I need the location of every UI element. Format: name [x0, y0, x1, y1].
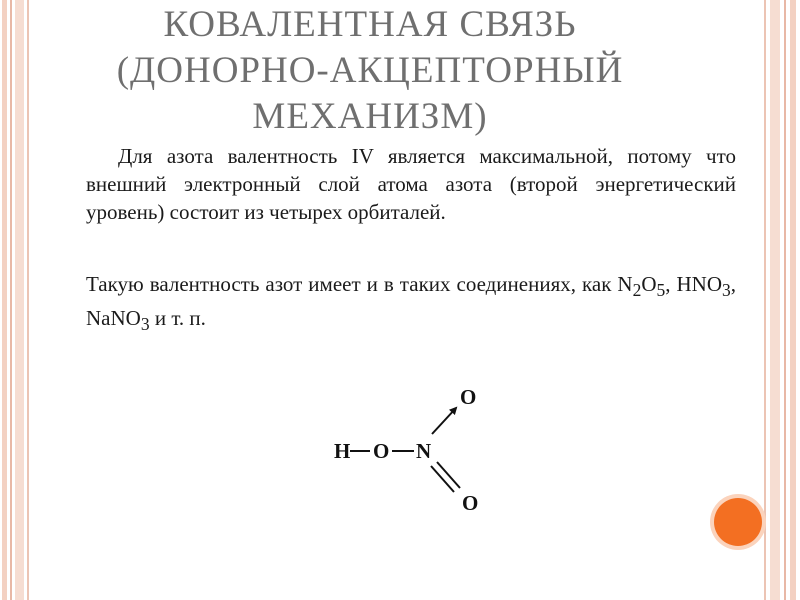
- border-stripe: [784, 0, 786, 600]
- formula-part: NaNO: [86, 306, 141, 331]
- double-bond-line: [431, 466, 454, 492]
- border-stripe: [790, 0, 796, 600]
- formula-part: O: [641, 272, 657, 296]
- border-stripe: [770, 0, 780, 600]
- atom-n: N: [416, 439, 432, 463]
- atom-o-top: O: [460, 385, 477, 409]
- compounds-text: Такую валентность азот имеет и в таких соединениях, как: [86, 272, 618, 296]
- separator: ,: [665, 272, 677, 296]
- title-line: МЕХАНИЗМ): [252, 96, 488, 137]
- formula-subscript: 5: [656, 280, 666, 301]
- formula-nano3: [86, 306, 150, 335]
- donor-acceptor-bond-arrow: [432, 408, 456, 434]
- slide-title: [40, 2, 700, 140]
- border-stripe: [2, 0, 7, 600]
- paragraph-valence: Для азота валентность IV является максимальной, потому что внешний электронный слой атома азота (второй энергетический уровень) состоит из четырех орбиталей.: [86, 144, 736, 224]
- left-decorative-border: [0, 0, 34, 600]
- atom-h: H: [334, 439, 351, 463]
- atom-o-bottom: O: [462, 491, 479, 515]
- border-stripe: [27, 0, 29, 600]
- compounds-tail: и т. п.: [149, 306, 206, 331]
- double-bond-line: [437, 462, 460, 488]
- formula-part: N: [617, 272, 633, 296]
- paragraph-compounds: [86, 270, 736, 338]
- orange-circle-decoration: [714, 498, 762, 546]
- formula-hno3: [676, 272, 731, 301]
- border-stripe: [10, 0, 12, 600]
- separator: ,: [730, 272, 736, 296]
- formula-subscript: 3: [140, 314, 150, 335]
- hno3-structural-formula: [320, 378, 500, 518]
- right-decorative-border: [762, 0, 800, 600]
- formula-subscript: 2: [632, 280, 642, 301]
- title-line: (ДОНОРНО-АКЦЕПТОРНЫЙ: [116, 50, 624, 91]
- border-stripe: [15, 0, 24, 600]
- formula-part: HNO: [676, 272, 722, 296]
- title-line: КОВАЛЕНТНАЯ СВЯЗЬ: [163, 4, 577, 45]
- atom-o: O: [373, 439, 390, 463]
- formula-subscript: 3: [722, 280, 731, 301]
- border-stripe: [764, 0, 766, 600]
- formula-n2o5: [617, 272, 666, 301]
